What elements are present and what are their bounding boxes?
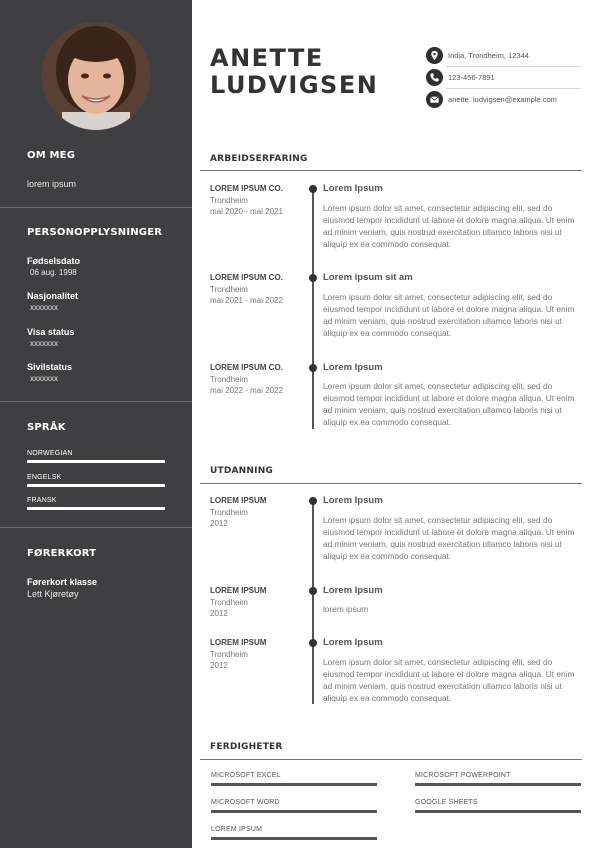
section-divider (200, 170, 582, 171)
timeline-dot (309, 274, 317, 282)
marital-status-value: xxxxxxx (30, 374, 58, 383)
contact-email: anette. ludvigsen@example.com (448, 95, 557, 104)
skill-word-label: MICROSOFT WORD (211, 799, 280, 806)
nationality-value: xxxxxxx (30, 303, 58, 312)
education-degree: Lorem Ipsum (323, 637, 383, 648)
contact-divider (446, 88, 581, 89)
timeline-dot (309, 185, 317, 193)
experience-dates: mai 2022 - mai 2022 (210, 386, 283, 395)
experience-dates: mai 2020 - mai 2021 (210, 207, 283, 216)
timeline-dot (309, 587, 317, 595)
experience-city: Trondheim (210, 285, 248, 294)
education-timeline (312, 501, 314, 704)
language-norwegian-bar (27, 460, 165, 463)
experience-title: ARBEIDSERFARING (210, 154, 308, 164)
experience-org: LOREM IPSUM CO. (210, 363, 283, 372)
education-school: LOREM IPSUM (210, 638, 267, 647)
experience-org: LOREM IPSUM CO. (210, 184, 283, 193)
language-french-bar (27, 507, 165, 510)
phone-icon (426, 69, 443, 86)
license-label: Førerkort klasse (27, 577, 98, 587)
section-divider (200, 759, 582, 760)
language-english-label: ENGELSK (27, 474, 62, 481)
about-text: lorem ipsum (27, 179, 77, 189)
language-norwegian-label: NORWEGIAN (27, 450, 73, 457)
education-description: Lorem ipsum dolor sit amet, consectetur adipiscing elit, sed do eiusmod tempor incididunt ut labore et dolore magna aliqua. Ut enim ad minim veniam, quis nostrud exercitation ullamco laboris nisi ut aliquip ex ea commodo consequat. (323, 515, 575, 561)
languages-title: SPRÅK (27, 422, 66, 433)
location-pin-icon (426, 47, 443, 64)
language-french-label: FRANSK (27, 497, 57, 504)
visa-status-value: xxxxxxx (30, 339, 58, 348)
language-english-bar (27, 484, 165, 487)
skills-title: FERDIGHETER (210, 742, 283, 752)
experience-description: Lorem ipsum dolor sit amet, consectetur adipiscing elit, sed do eiusmod tempor incididunt ut labore et dolore magna aliqua. Ut enim ad minim veniam, quis nostrud exercitation ullamco laboris nisi ut aliquip ex ea commodo consequat. (323, 381, 575, 427)
education-degree: Lorem Ipsum (323, 495, 383, 506)
experience-job-title: Lorem Ipsum (323, 362, 383, 373)
education-city: Trondheim (210, 650, 248, 659)
education-school: LOREM IPSUM (210, 586, 267, 595)
name-last: LUDVIGSEN (210, 71, 379, 99)
experience-description: Lorem ipsum dolor sit amet, consectetur adipiscing elit, sed do eiusmod tempor incididunt ut labore et dolore magna aliqua. Ut enim ad minim veniam, quis nostrud exercitation ullamco laboris nisi ut aliquip ex ea commodo consequat. (323, 203, 575, 249)
education-school: LOREM IPSUM (210, 496, 267, 505)
experience-city: Trondheim (210, 375, 248, 384)
education-city: Trondheim (210, 508, 248, 517)
education-year: 2012 (210, 609, 228, 618)
section-divider (200, 483, 582, 484)
license-title: FØRERKORT (27, 548, 97, 559)
education-degree: Lorem Ipsum (323, 585, 383, 596)
sidebar-divider (0, 401, 192, 402)
envelope-icon (426, 91, 443, 108)
experience-job-title: Lorem ipsum sit am (323, 272, 413, 283)
sidebar-divider (0, 207, 192, 208)
experience-city: Trondheim (210, 196, 248, 205)
experience-org: LOREM IPSUM CO. (210, 273, 283, 282)
sidebar (0, 0, 192, 848)
timeline-dot (309, 364, 317, 372)
name-first: ANETTE (210, 44, 324, 72)
education-title: UTDANNING (210, 466, 274, 476)
marital-status-label: Sivilstatus (27, 362, 73, 372)
experience-description: Lorem ipsum dolor sit amet, consectetur adipiscing elit, sed do eiusmod tempor incididunt ut labore et dolore magna aliqua. Ut enim ad minim veniam, quis nostrud exercitation ullamco laboris nisi ut aliquip ex ea commodo consequat. (323, 292, 575, 338)
visa-status-label: Visa status (27, 327, 75, 337)
profile-photo (42, 22, 150, 130)
skill-lorem-label: LOREM IPSUM (211, 826, 263, 833)
skill-powerpoint-bar (415, 783, 581, 786)
skill-lorem-bar (211, 837, 377, 840)
birthdate-value: 06 aug. 1998 (30, 268, 77, 277)
skill-sheets-bar (415, 810, 581, 813)
experience-timeline (312, 189, 314, 429)
timeline-dot (309, 497, 317, 505)
contact-address: India, Trondheim, 12344 (448, 51, 529, 60)
experience-dates: mai 2021 - mai 2022 (210, 296, 283, 305)
education-description: lorem ipsum (323, 604, 369, 614)
skill-sheets-label: GOOGLE SHEETS (415, 799, 478, 806)
personal-title: PERSONOPPLYSNINGER (27, 227, 163, 238)
education-city: Trondheim (210, 598, 248, 607)
experience-job-title: Lorem Ipsum (323, 183, 383, 194)
contact-phone: 123-456-7891 (448, 73, 495, 82)
skill-excel-label: MICROSOFT EXCEL (211, 772, 281, 779)
skill-excel-bar (211, 783, 377, 786)
education-year: 2012 (210, 519, 228, 528)
nationality-label: Nasjonalitet (27, 291, 79, 301)
license-value: Lett Kjøretøy (27, 589, 79, 599)
birthdate-label: Fødselsdato (27, 256, 81, 266)
sidebar-divider (0, 527, 192, 528)
about-title: OM MEG (27, 150, 76, 161)
skill-word-bar (211, 810, 377, 813)
skill-powerpoint-label: MICROSOFT POWERPOINT (415, 772, 511, 779)
education-description: Lorem ipsum dolor sit amet, consectetur adipiscing elit, sed do eiusmod tempor incididunt ut labore et dolore magna aliqua. Ut enim ad minim veniam, quis nostrud exercitation ullamco laboris nisi ut aliquip ex ea commodo consequat. (323, 657, 575, 703)
education-year: 2012 (210, 661, 228, 670)
timeline-dot (309, 639, 317, 647)
contact-divider (446, 66, 581, 67)
